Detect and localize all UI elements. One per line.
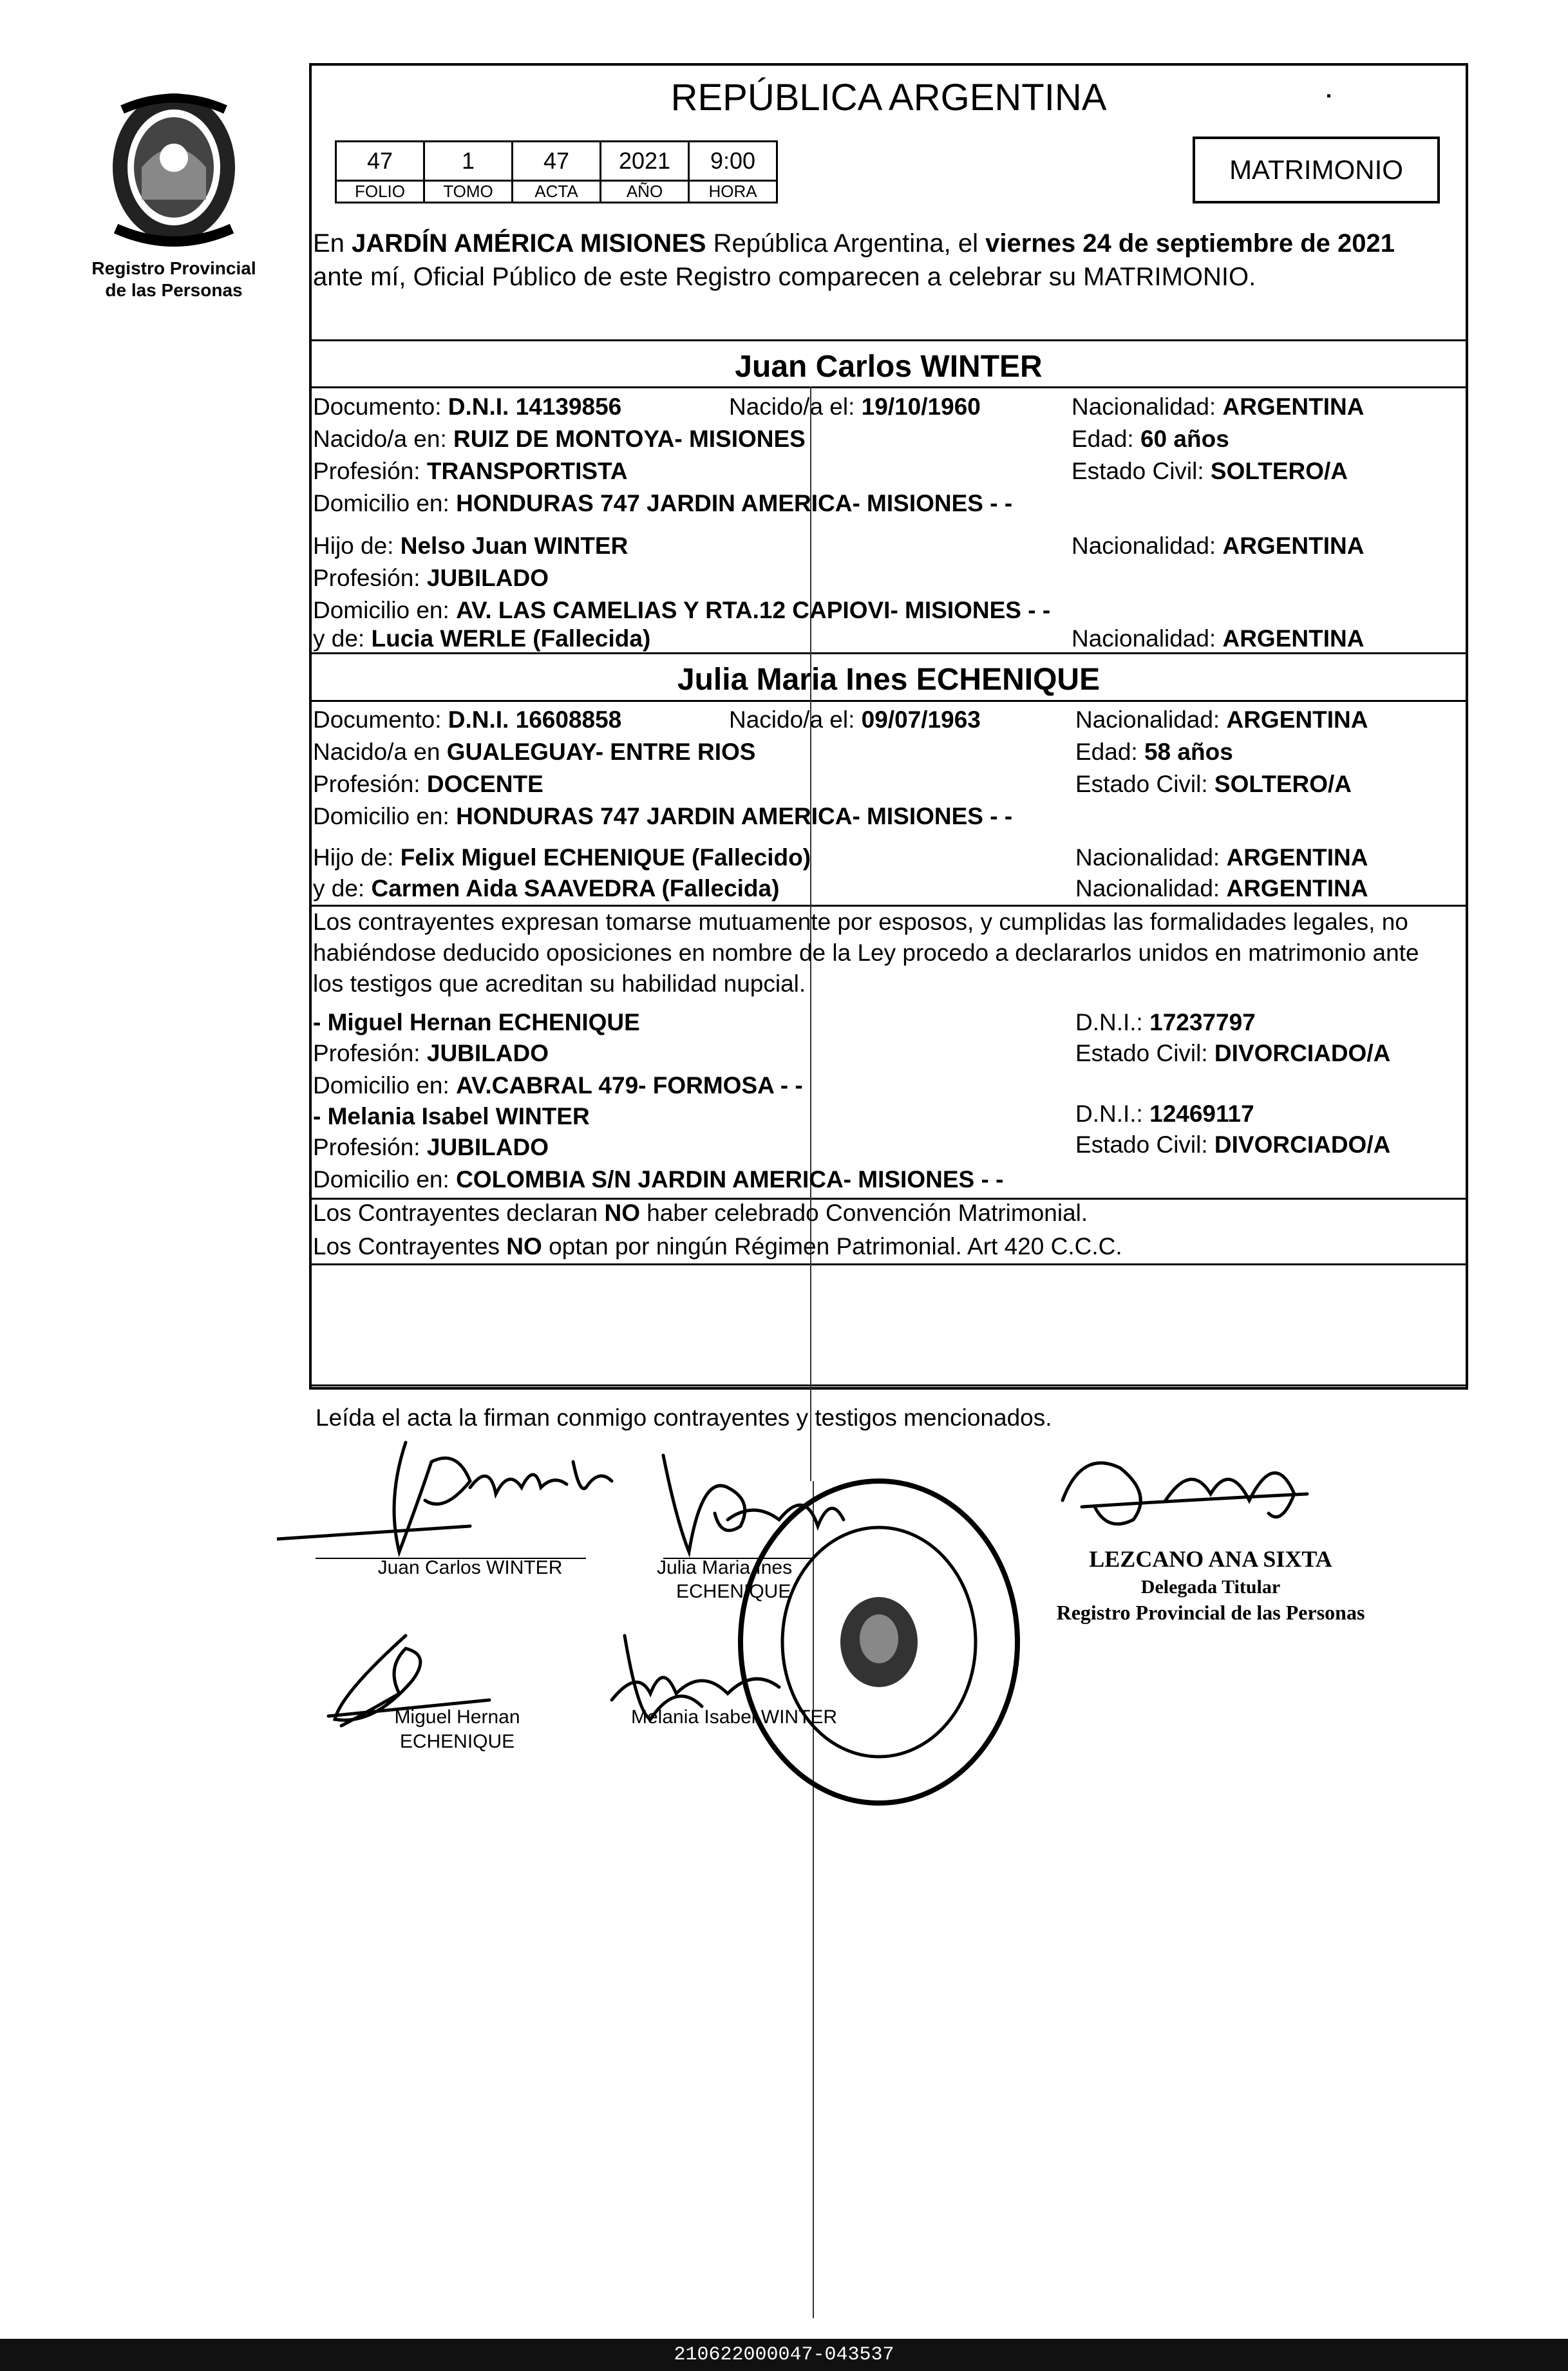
spouse1-father [313, 532, 628, 560]
field-label: y de: [313, 625, 372, 652]
witness2-civil [1075, 1131, 1390, 1159]
spouse2-doc [313, 706, 621, 734]
folio-label: FOLIO [336, 181, 424, 203]
spouse1-doc [313, 393, 621, 421]
field-label: Nacionalidad: [1075, 875, 1227, 902]
ano-label: AÑO [601, 181, 689, 203]
field-value: 58 años [1144, 739, 1233, 765]
doc-type-box: MATRIMONIO [1193, 137, 1440, 203]
intro-line2: ante mí, Oficial Público de este Registro comparecen a celebrar su MATRIMONIO. [313, 263, 1256, 291]
field-label: Estado Civil: [1075, 1131, 1214, 1158]
field-label: Profesión: [313, 771, 427, 797]
field-label: Hijo de: [313, 844, 401, 871]
spouse1-nationality [1072, 393, 1364, 421]
field-label: Hijo de: [313, 533, 401, 559]
field-value: ARGENTINA [1226, 844, 1368, 871]
spouse1-civil [1072, 457, 1348, 486]
field-label: Edad: [1072, 426, 1140, 452]
sig2-label-line1: Julia Maria Ines [657, 1557, 793, 1578]
field-value: SOLTERO/A [1210, 458, 1348, 484]
witness1-name: - Miguel Hernan ECHENIQUE [313, 1009, 640, 1035]
intro-place: JARDÍN AMÉRICA MISIONES [352, 229, 706, 258]
field-value: 19/10/1960 [861, 393, 981, 420]
field-label: Nacido/a el: [729, 706, 862, 733]
spouse2-father-nationality [1075, 844, 1368, 872]
spouse2-name: Julia Maria Ines ECHENIQUE [677, 663, 1100, 697]
declaration-line3: los testigos que acreditan su habilidad nupcial. [313, 970, 806, 997]
field-value: ARGENTINA [1222, 533, 1365, 559]
field-label: Domicilio en: [313, 490, 457, 516]
intro-date: viernes 24 de septiembre de 2021 [985, 229, 1395, 258]
field-value: SOLTERO/A [1214, 771, 1352, 797]
header-mark: ▪ [1327, 89, 1332, 103]
field-label: Domicilio en: [313, 803, 457, 829]
folio-value: 47 [336, 142, 424, 181]
field-value: JUBILADO [426, 565, 549, 591]
field-label: Estado Civil: [1072, 458, 1211, 484]
field-value: COLOMBIA S/N JARDIN AMERICA- MISIONES - - [456, 1166, 1004, 1193]
field-label: Profesión: [313, 1134, 427, 1160]
field-value: Felix Miguel ECHENIQUE (Fallecido) [400, 844, 811, 871]
field-value: HONDURAS 747 JARDIN AMERICA- MISIONES - - [456, 803, 1013, 829]
field-value: JUBILADO [426, 1040, 549, 1066]
field-label: D.N.I.: [1075, 1100, 1150, 1127]
field-value: DIVORCIADO/A [1214, 1131, 1391, 1158]
spouse1-age [1072, 425, 1229, 453]
field-label: Nacionalidad: [1072, 393, 1223, 420]
field-value: Carmen Aida SAAVEDRA (Fallecida) [371, 875, 780, 902]
hora-value: 9:00 [689, 142, 777, 181]
field-value: ARGENTINA [1222, 393, 1365, 420]
field-value: DOCENTE [426, 771, 543, 797]
tomo-label: TOMO [424, 181, 513, 203]
witness1-dni [1075, 1008, 1256, 1037]
declaration-line1: Los contrayentes expresan tomarse mutuamente por esposos, y cumplidas las formalidades legales, no [313, 909, 1408, 935]
field-value: JUBILADO [426, 1134, 549, 1160]
sig3-label-line2: ECHENIQUE [399, 1731, 515, 1752]
footer-barcode-text: 210622000047-043537 [0, 2339, 1568, 2371]
convention-text: Los Contrayentes [313, 1233, 507, 1260]
registry-table [335, 140, 778, 203]
field-label: Estado Civil: [1075, 771, 1214, 797]
witness1-profession [313, 1039, 549, 1068]
spouse2-born-in [313, 738, 755, 766]
convention-no: NO [506, 1233, 542, 1260]
field-value: 12469117 [1149, 1100, 1254, 1127]
tomo-value: 1 [424, 142, 513, 181]
field-value: D.N.I. 14139856 [448, 393, 622, 420]
official-role: Delegada Titular [1140, 1576, 1281, 1598]
field-label: Nacido/a en [313, 739, 447, 765]
spouse2-nationality [1075, 706, 1368, 734]
spouse2-born-date [729, 706, 981, 734]
read-line: Leída el acta la firman conmigo contrayentes y testigos mencionados. [316, 1404, 1052, 1431]
intro-line1 [313, 229, 1395, 258]
field-label: Estado Civil: [1075, 1040, 1214, 1066]
field-label: Documento: [313, 393, 448, 420]
spouse2-address [313, 802, 1012, 831]
spouse1-address [313, 489, 1012, 518]
witness2-profession [313, 1133, 549, 1162]
convention-line2 [313, 1233, 1122, 1261]
convention-line1 [313, 1199, 1088, 1227]
official-name: LEZCANO ANA SIXTA [1089, 1546, 1332, 1572]
registry-logo [97, 90, 251, 251]
convention-no: NO [604, 1200, 640, 1226]
field-label: D.N.I.: [1075, 1009, 1150, 1035]
field-value: DIVORCIADO/A [1214, 1040, 1391, 1066]
divider [309, 1263, 1468, 1265]
witness2-name: - Melania Isabel WINTER [313, 1103, 590, 1129]
witness1-civil [1075, 1039, 1390, 1068]
field-label: Domicilio en: [313, 597, 457, 623]
spouse1-father-nationality [1072, 532, 1364, 560]
round-stamp-icon [734, 1475, 1024, 1809]
field-label: Domicilio en: [313, 1166, 457, 1193]
official-block [1030, 1545, 1391, 1625]
divider [309, 386, 1468, 388]
field-value: TRANSPORTISTA [426, 458, 628, 484]
spouse2-age [1075, 738, 1233, 766]
spouse1-father-profession [313, 564, 549, 592]
spouse1-born-date [729, 393, 981, 421]
signature-juan [277, 1442, 612, 1552]
witness2-dni [1075, 1100, 1254, 1128]
spouse2-civil [1075, 770, 1352, 798]
convention-text: Los Contrayentes declaran [313, 1200, 605, 1226]
spouse2-father [313, 844, 811, 872]
field-value: AV. LAS CAMELIAS Y RTA.12 CAPIOVI- MISIONES - - [456, 597, 1051, 623]
field-label: Nacionalidad: [1072, 533, 1223, 559]
official-stamp [734, 1475, 1024, 1809]
field-value: AV.CABRAL 479- FORMOSA - - [456, 1072, 803, 1099]
field-value: D.N.I. 16608858 [448, 706, 622, 733]
ano-value: 2021 [601, 142, 689, 181]
declaration-line2: habiéndose deducido oposiciones en nombre de la Ley procedo a declararlos unidos en matrimonio ante [313, 940, 1419, 966]
field-label: Nacido/a el: [729, 393, 862, 420]
convention-text: haber celebrado Convención Matrimonial. [640, 1200, 1088, 1226]
spouse1-mother [313, 625, 650, 653]
divider [309, 339, 1468, 341]
witness2-address [313, 1166, 1003, 1194]
page-title: REPÚBLICA ARGENTINA [670, 77, 1107, 118]
spouse2-profession [313, 770, 543, 798]
sig3-label-line1: Miguel Hernan [394, 1706, 520, 1728]
sig1-label: Juan Carlos WINTER [377, 1557, 563, 1578]
logo-caption [71, 258, 277, 301]
field-value: Nelso Juan WINTER [400, 533, 628, 559]
convention-text: optan por ningún Régimen Patrimonial. Art 420 C.C.C. [542, 1233, 1122, 1260]
field-label: y de: [313, 875, 372, 902]
field-value: 60 años [1140, 426, 1229, 452]
acta-value: 47 [513, 142, 601, 181]
field-label: Nacionalidad: [1072, 625, 1223, 652]
field-value: 09/07/1963 [861, 706, 981, 733]
field-label: Edad: [1075, 739, 1144, 765]
intro-text: En [313, 229, 352, 258]
field-value: 17237797 [1149, 1009, 1256, 1035]
spouse2-mother [313, 874, 779, 903]
acta-label: ACTA [513, 181, 601, 203]
hora-label: HORA [689, 181, 777, 203]
spouse1-name: Juan Carlos WINTER [735, 350, 1043, 384]
spouse1-profession [313, 457, 628, 486]
field-value: RUIZ DE MONTOYA- MISIONES [453, 426, 806, 452]
intro-text: República Argentina, el [706, 229, 986, 258]
field-label: Documento: [313, 706, 448, 733]
spouse1-born-in [313, 425, 806, 453]
sig4-label: Melania Isabel WINTER [631, 1706, 838, 1728]
sig2-label-line2: ECHENIQUE [676, 1581, 791, 1602]
logo-caption-line1: Registro Provincial [91, 258, 256, 278]
witness1-address [313, 1072, 803, 1100]
field-value: HONDURAS 747 JARDIN AMERICA- MISIONES - - [456, 490, 1013, 516]
spouse2-mother-nationality [1075, 874, 1368, 903]
field-value: Lucia WERLE (Fallecida) [371, 625, 651, 652]
spouse1-father-address [313, 596, 1050, 625]
field-value: GUALEGUAY- ENTRE RIOS [446, 739, 756, 765]
field-label: Profesión: [313, 565, 427, 591]
logo-caption-line2: de las Personas [105, 280, 243, 300]
divider [309, 1384, 1468, 1386]
field-value: ARGENTINA [1226, 875, 1368, 902]
field-label: Nacionalidad: [1075, 844, 1227, 871]
spouse1-mother-nationality [1072, 625, 1364, 653]
field-label: Profesión: [313, 458, 427, 484]
field-label: Domicilio en: [313, 1072, 457, 1099]
field-value: ARGENTINA [1226, 706, 1368, 733]
signature-official [1063, 1463, 1307, 1524]
provincial-seal-icon [97, 90, 251, 251]
field-label: Nacionalidad: [1075, 706, 1227, 733]
field-label: Profesión: [313, 1040, 427, 1066]
divider [309, 700, 1468, 702]
official-org: Registro Provincial de las Personas [1056, 1601, 1365, 1624]
field-label: Nacido/a en: [313, 426, 454, 452]
divider [309, 905, 1468, 907]
field-value: ARGENTINA [1222, 625, 1365, 652]
